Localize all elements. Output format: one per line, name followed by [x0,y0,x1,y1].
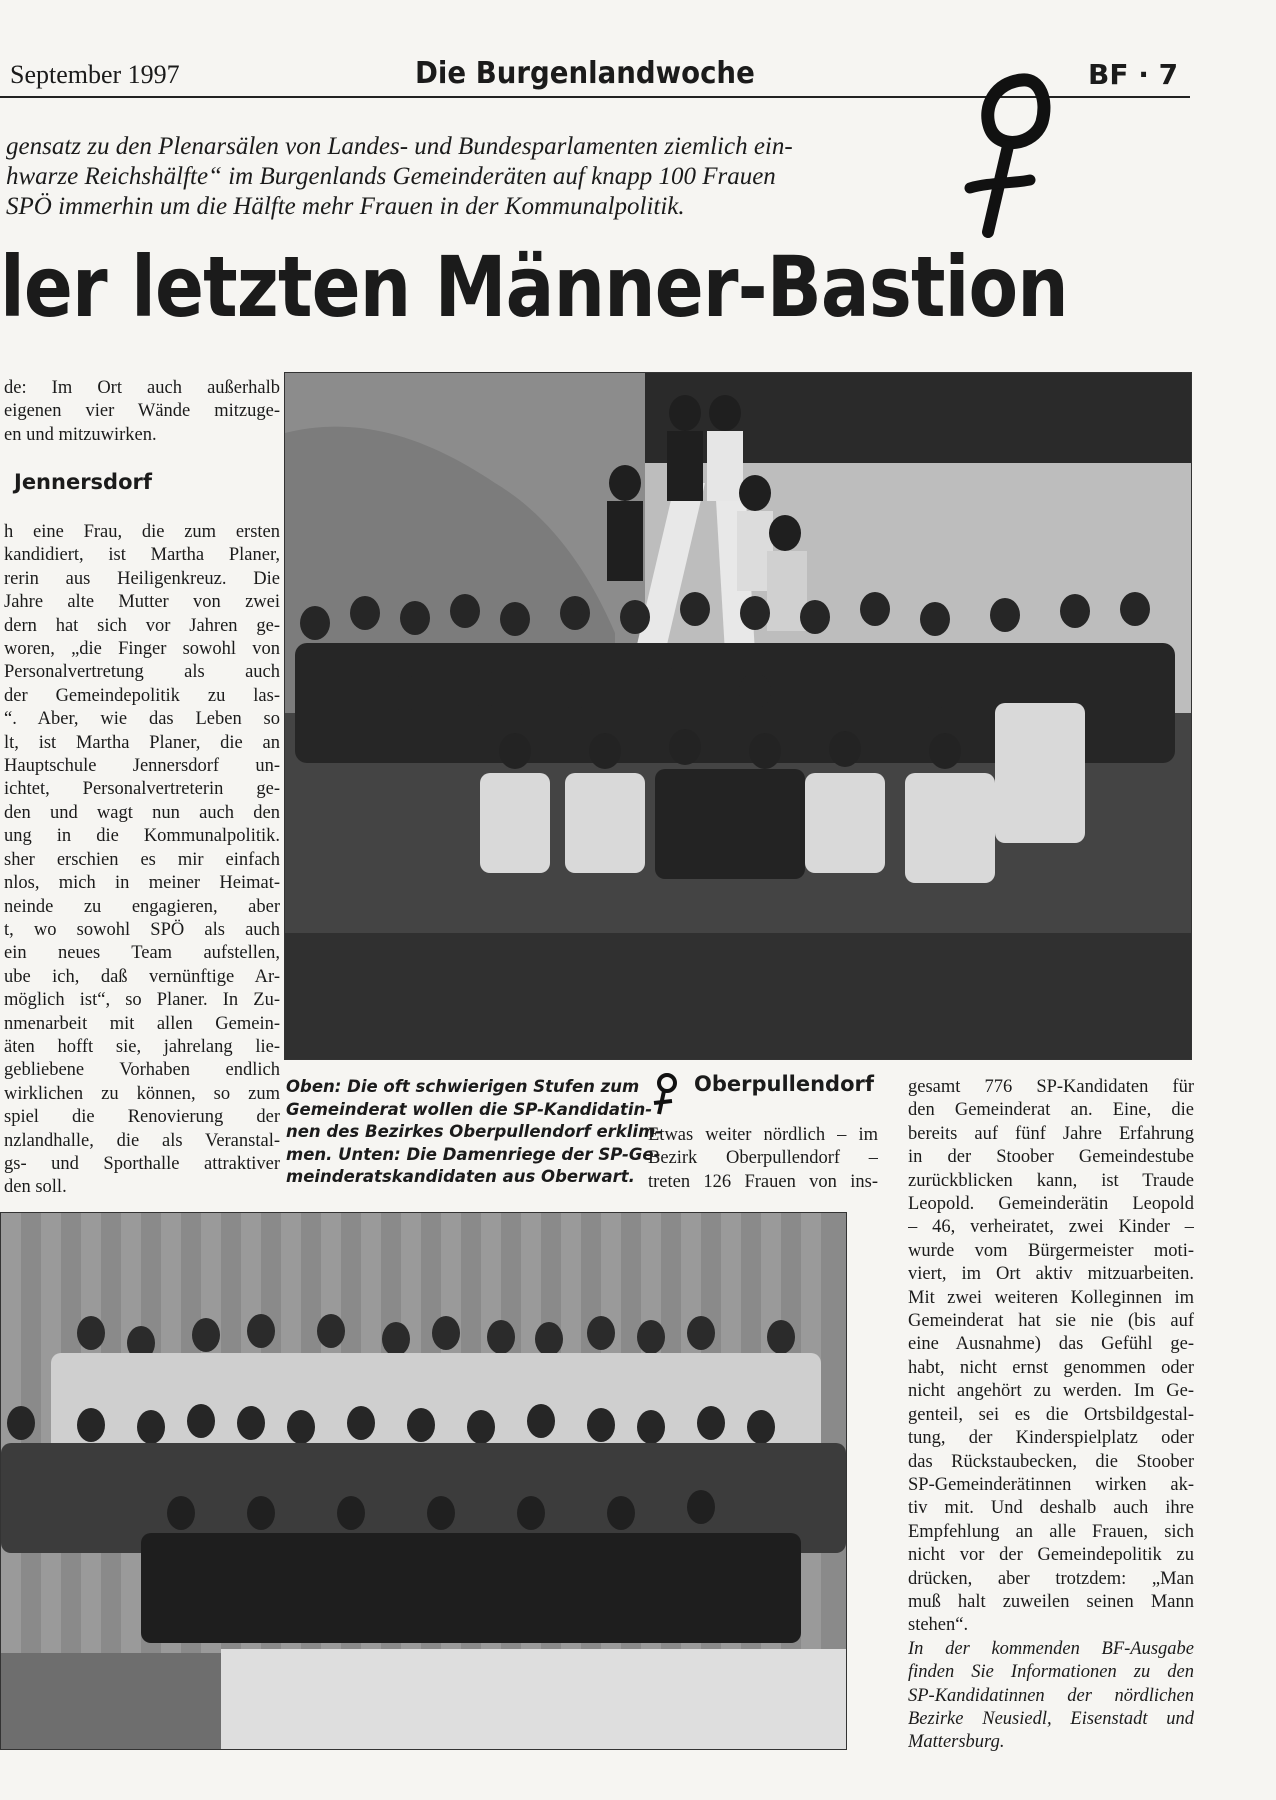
subhead-jennersdorf: Jennersdorf [14,470,153,494]
venus-symbol-icon [960,60,1070,240]
page-number: BF · 7 [1088,58,1179,91]
intro-line: hwarze Reichshälfte“ im Burgenlands Gemeinderäten auf knapp 100 Frauen [6,163,776,190]
text-line: wirklichen zu können, so zum [4,1083,280,1104]
text-line: SP-Gemeinderätinnen wirken ak- [908,1474,1194,1495]
photo-oberpullendorf-group [284,372,1192,1060]
text-line: neinde zu engagieren, aber [4,896,280,917]
text-line: Mit zwei weiteren Kolleginnen im [908,1287,1194,1308]
intro-paragraph [6,132,906,222]
text-line: Leopold. Gemeinderätin Leopold [908,1194,1194,1215]
text-line: lt, ist Martha Planer, die an [4,732,280,753]
text-line: den soll. [4,1177,67,1198]
column-2-body [648,1124,878,1194]
text-line: tung, der Kinderspielplatz oder [908,1428,1194,1449]
text-line: zurückblicken kann, ist Traude [908,1170,1194,1191]
text-line: de: Im Ort auch außerhalb [4,378,280,398]
text-line: gebliebene Vorhaben endlich [4,1060,280,1081]
text-line: Personalvertretung als auch [4,662,280,683]
text-line: “. Aber, wie das Leben so [4,709,280,730]
text-line: t, wo sowohl SPÖ als auch [4,919,280,940]
text-line: sher erschien es mir einfach [4,849,280,870]
text-line: spiel die Renovierung der [4,1107,280,1128]
column-1-top [4,377,280,447]
italic-line: Bezirke Neusiedl, Eisenstadt und [908,1708,1194,1729]
text-line: woren, „die Finger sowohl von [4,639,280,660]
text-line: eine Ausnahme) das Gefühl ge- [908,1334,1194,1355]
caption-line: Oben: Die oft schwierigen Stufen zum [286,1077,640,1096]
text-line: – 46, verheiratet, zwei Kinder – [908,1217,1194,1238]
text-line: gesamt 776 SP-Kandidaten für [908,1077,1194,1097]
text-line: ichtet, Personalvertreterin ge- [4,779,280,800]
issue-date: September 1997 [10,60,180,89]
text-line: den Gemeinderat an. Eine, die [908,1100,1194,1121]
text-line: wurde vom Bürgermeister moti- [908,1240,1194,1261]
text-line: den und wagt nun auch den [4,802,280,823]
text-line: in der Stoober Gemeindestube [908,1147,1194,1168]
text-line: tiv mit. Und deshalb auch ihre [908,1498,1194,1519]
newspaper-title: Die Burgenlandwoche [415,56,755,91]
text-line: Gemeinderat hat sie nie (bis auf [908,1311,1194,1332]
text-line: en und mitzuwirken. [4,424,157,445]
text-line: kandidiert, ist Martha Planer, [4,545,280,566]
text-line: möglich ist“, so Planer. In Zu- [4,990,280,1011]
text-line: h eine Frau, die zum ersten [4,522,280,542]
text-line: gs- und Sporthalle attraktiver [4,1153,280,1174]
italic-line: Mattersburg. [908,1732,1005,1753]
intro-line: SPÖ immerhin um die Hälfte mehr Frauen in der Kommunalpolitik. [6,193,685,220]
text-line: der Gemeindepolitik zu las- [4,685,280,706]
italic-line: finden Sie Informationen zu den [908,1662,1194,1683]
text-line: drücken, aber trotzdem: „Man [908,1568,1194,1589]
text-line: nlos, mich in meiner Heimat- [4,873,280,894]
text-line: Empfehlung an alle Frauen, sich [908,1521,1194,1542]
text-line: Jahre alte Mutter von zwei [4,592,280,613]
photo-oberwart-group [0,1212,847,1750]
text-line: Etwas weiter nördlich – im [648,1125,878,1145]
text-line: Bezirk Oberpullendorf – [648,1148,878,1169]
text-line: genteil, sei es die Ortsbildgestal- [908,1404,1194,1425]
text-line: viert, im Ort aktiv mitzuarbeiten. [908,1264,1194,1285]
italic-line: SP-Kandidatinnen der nördlichen [908,1685,1194,1706]
column-3-body [908,1076,1194,1755]
headline: ler letzten Männer-Bastion [0,238,1068,336]
intro-line: gensatz zu den Plenarsälen von Landes- und Bundesparlamenten ziemlich ein- [6,133,793,160]
text-line: dern hat sich vor Jahren ge- [4,615,280,636]
italic-line: In der kommenden BF-Ausgabe [908,1638,1194,1659]
photo-illustration [1,1213,846,1749]
text-line: Hauptschule Jennersdorf un- [4,756,280,777]
text-line: ube ich, daß vernünftige Ar- [4,966,280,987]
caption-line: meinderatskandidaten aus Oberwart. [286,1167,635,1186]
subhead-oberpullendorf: Oberpullendorf [694,1072,875,1096]
photo-caption [286,1076,663,1189]
venus-small-icon [652,1072,678,1116]
text-line: habt, nicht ernst genommen oder [908,1357,1194,1378]
text-line: treten 126 Frauen von ins- [648,1171,878,1192]
caption-line: Gemeinderat wollen die SP-Kandidatin- [286,1099,653,1119]
text-line: nzlandhalle, die als Veranstal- [4,1130,280,1151]
text-line: rerin aus Heiligenkreuz. Die [4,568,280,589]
text-line: das Rückstaubecken, die Stoober [908,1451,1194,1472]
text-line: stehen“. [908,1615,969,1636]
caption-line: nen des Bezirkes Oberpullendorf erklim- [286,1122,663,1141]
text-line: nmenarbeit mit allen Gemein- [4,1013,280,1034]
text-line: nicht vor der Gemeindepolitik zu [908,1545,1194,1566]
text-line: eigenen vier Wände mitzuge- [4,401,280,422]
text-line: ein neues Team aufstellen, [4,943,280,964]
text-line: bereits auf fünf Jahre Erfahrung [908,1123,1194,1144]
text-line: nicht angehört zu werden. Im Ge- [908,1381,1194,1402]
column-1-body [4,521,280,1200]
photo-illustration [285,373,1191,1059]
text-line: äten hofft sie, jahrelang lie- [4,1036,280,1057]
caption-line: men. Unten: Die Damenriege der SP-Ge- [286,1144,661,1164]
text-line: muß halt zuweilen seinen Mann [908,1591,1194,1612]
text-line: ung in die Kommunalpolitik. [4,826,280,847]
